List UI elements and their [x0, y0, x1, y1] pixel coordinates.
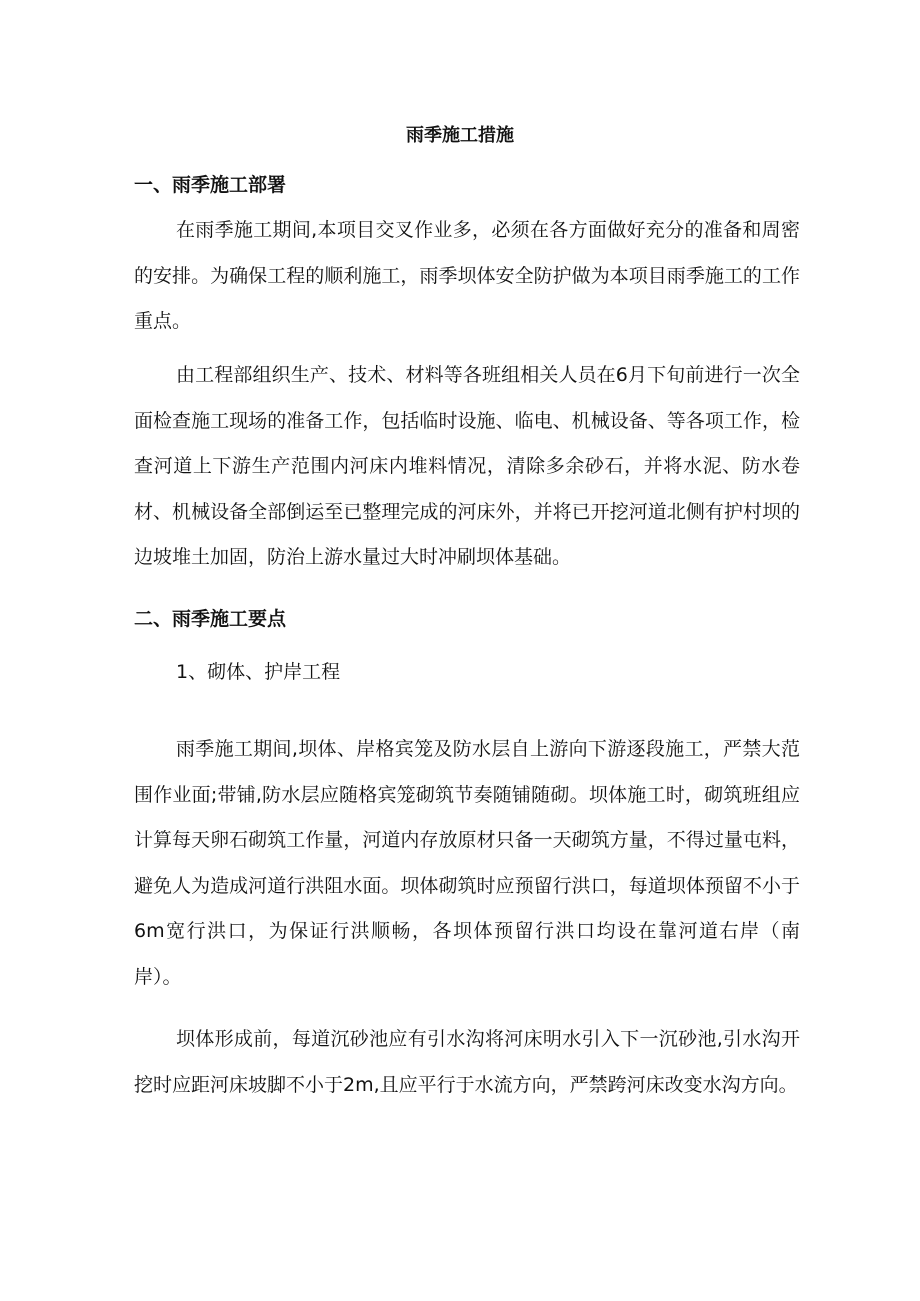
section-heading-deployment: 一、雨季施工部署	[134, 174, 287, 196]
paragraph-diversion-ditch: 坝体形成前，每道沉砂池应有引水沟将河床明水引入下一沉砂池,引水沟开挖时应距河床坡脚不小于2m,且应平行于水流方向，严禁跨河床改变水沟方向。	[134, 1028, 800, 1096]
subheading-masonry-revetment: 1、砌体、护岸工程	[176, 661, 341, 683]
page-title: 雨季施工措施	[406, 125, 514, 146]
paragraph-masonry-construction: 雨季施工期间,坝体、岸格宾笼及防水层自上游向下游逐段施工，严禁大范围作业面;带铺,防水层应随格宾笼砌筑节奏随铺随砌。坝体施工时，砌筑班组应计算每天卵石砌筑工作量，河道内存放原材只备一天砌筑方量，不得过量屯料，避免人为造成河道行洪阻水面。坝体砌筑时应预留行洪口，每道坝体预留不小于6m宽行洪口，为保证行洪顺畅，各坝体预留行洪口均设在靠河道右岸（南岸）。	[134, 738, 800, 988]
section-heading-key-points: 二、雨季施工要点	[134, 608, 287, 630]
paragraph-deployment-inspection: 由工程部组织生产、技术、材料等各班组相关人员在6月下旬前进行一次全面检查施工现场的准备工作，包括临时设施、临电、机械设备、等各项工作，检查河道上下游生产范围内河床内堆料情况，清除多余砂石，并将水泥、防水卷材、机械设备全部倒运至已整理完成的河床外，并将已开挖河道北侧有护村坝的边坡堆土加固，防治上游水量过大时冲刷坝体基础。	[134, 364, 800, 568]
paragraph-deployment-intro: 在雨季施工期间,本项目交叉作业多，必须在各方面做好充分的准备和周密的安排。为确保工程的顺利施工，雨季坝体安全防护做为本项目雨季施工的工作重点。	[134, 219, 800, 332]
